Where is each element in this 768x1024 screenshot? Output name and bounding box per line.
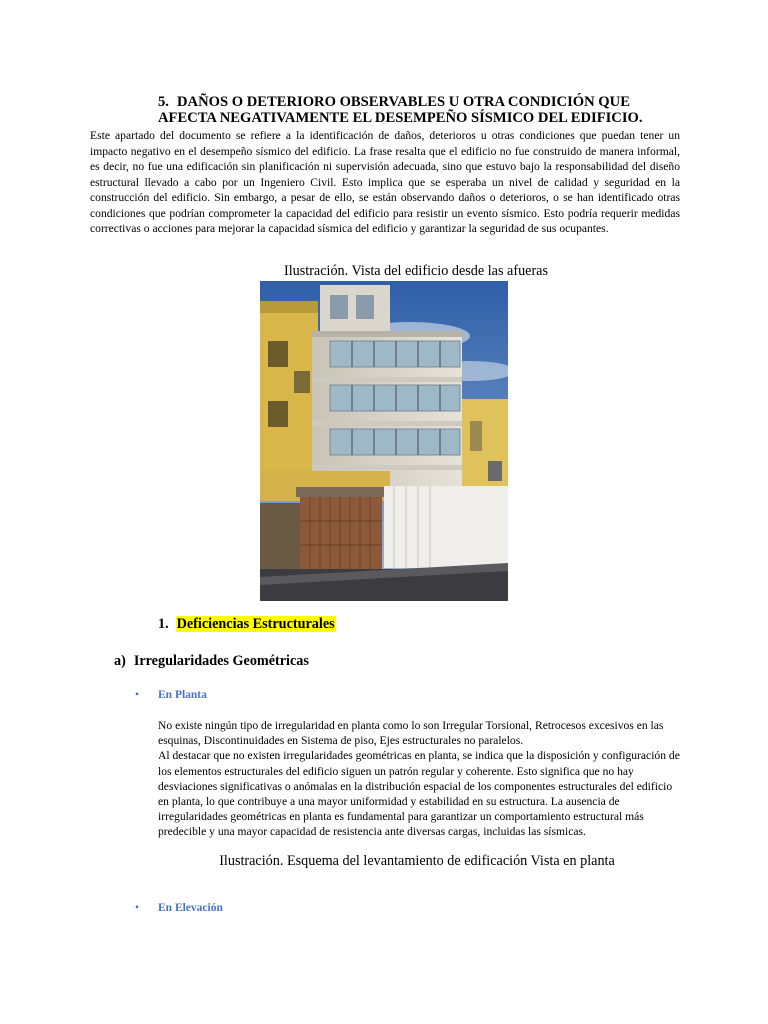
- intro-paragraph: Este apartado del documento se refiere a la identificación de daños, deterioros u otras condiciones que puedan tener un impacto negativo en el desempeño sísmico del edificio. La frase resalta que el edificio no fue construido de manera informal, es decir, no fue una edificación sin planificación ni supervisión adecuada, sino que estuvo bajo la responsabilidad del diseño estructural llevado a cabo por un Ingeniero Civil. Esto implica que se esperaba un nivel de calidad y seguridad en la construcción del edificio. Sin embargo, a pesar de ello, se están observando daños o deterioros, o se han identificado otras condiciones que podrían comprometer la capacidad del edificio para resistir un evento sísmico. Esto podría requerir medidas correctivas o acciones para mejorar la capacidad sísmica del edificio y garantizar la seguridad de sus ocupantes.: [90, 129, 680, 235]
- figure-caption-planta: Ilustración. Esquema del levantamiento de edificación Vista en planta: [219, 853, 615, 869]
- building-photo: [260, 281, 508, 601]
- bullet-label: En Elevación: [158, 902, 223, 914]
- section-title-line-1: DAÑOS O DETERIORO OBSERVABLES U OTRA CONDICIÓN QUE: [177, 94, 630, 110]
- list-number: 1.: [158, 616, 169, 632]
- planta-paragraph-1: No existe ningún tipo de irregularidad en planta como lo son Irregular Torsional, Retrocesos excesivos en las esquinas, Discontinuidades en Sistema de piso, Ejes estructurales no paralelos.: [158, 719, 664, 748]
- section-number: 5.: [158, 94, 169, 110]
- list-heading-deficiencias: [158, 616, 336, 633]
- planta-paragraph-2: Al destacar que no existen irregularidades geométricas en planta, se indica que la disposición y configuración de los elementos estructurales del edificio siguen un patrón regular y coherente. Esto significa que no hay desviaciones significativas o anómalas en la distribución espacial de los componentes estructurales del edificio en planta, lo que contribuye a una mayor uniformidad y estabilidad en su estructura. La ausencia de irregularidades geométricas en planta es fundamental para garantizar un comportamiento estructural más predecible y una mayor capacidad de resistencia ante diversas cargas, incluidas las sísmicas.: [158, 749, 680, 839]
- section-title-line-2: AFECTA NEGATIVAMENTE EL DESEMPEÑO SÍSMICO DEL EDIFICIO.: [158, 110, 643, 126]
- bullet-dot-icon: •: [135, 902, 140, 914]
- bullet-label: En Planta: [158, 689, 207, 701]
- planta-body: [158, 718, 683, 840]
- highlighted-heading: Deficiencias Estructurales: [176, 616, 335, 632]
- subsection-label: Irregularidades Geométricas: [133, 653, 309, 669]
- bullet-dot-icon: •: [135, 689, 140, 701]
- figure-caption-building: Ilustración. Vista del edificio desde las afueras: [283, 263, 549, 279]
- subsection-letter: a): [114, 653, 126, 669]
- subsection-heading-irregularidades: [114, 653, 309, 670]
